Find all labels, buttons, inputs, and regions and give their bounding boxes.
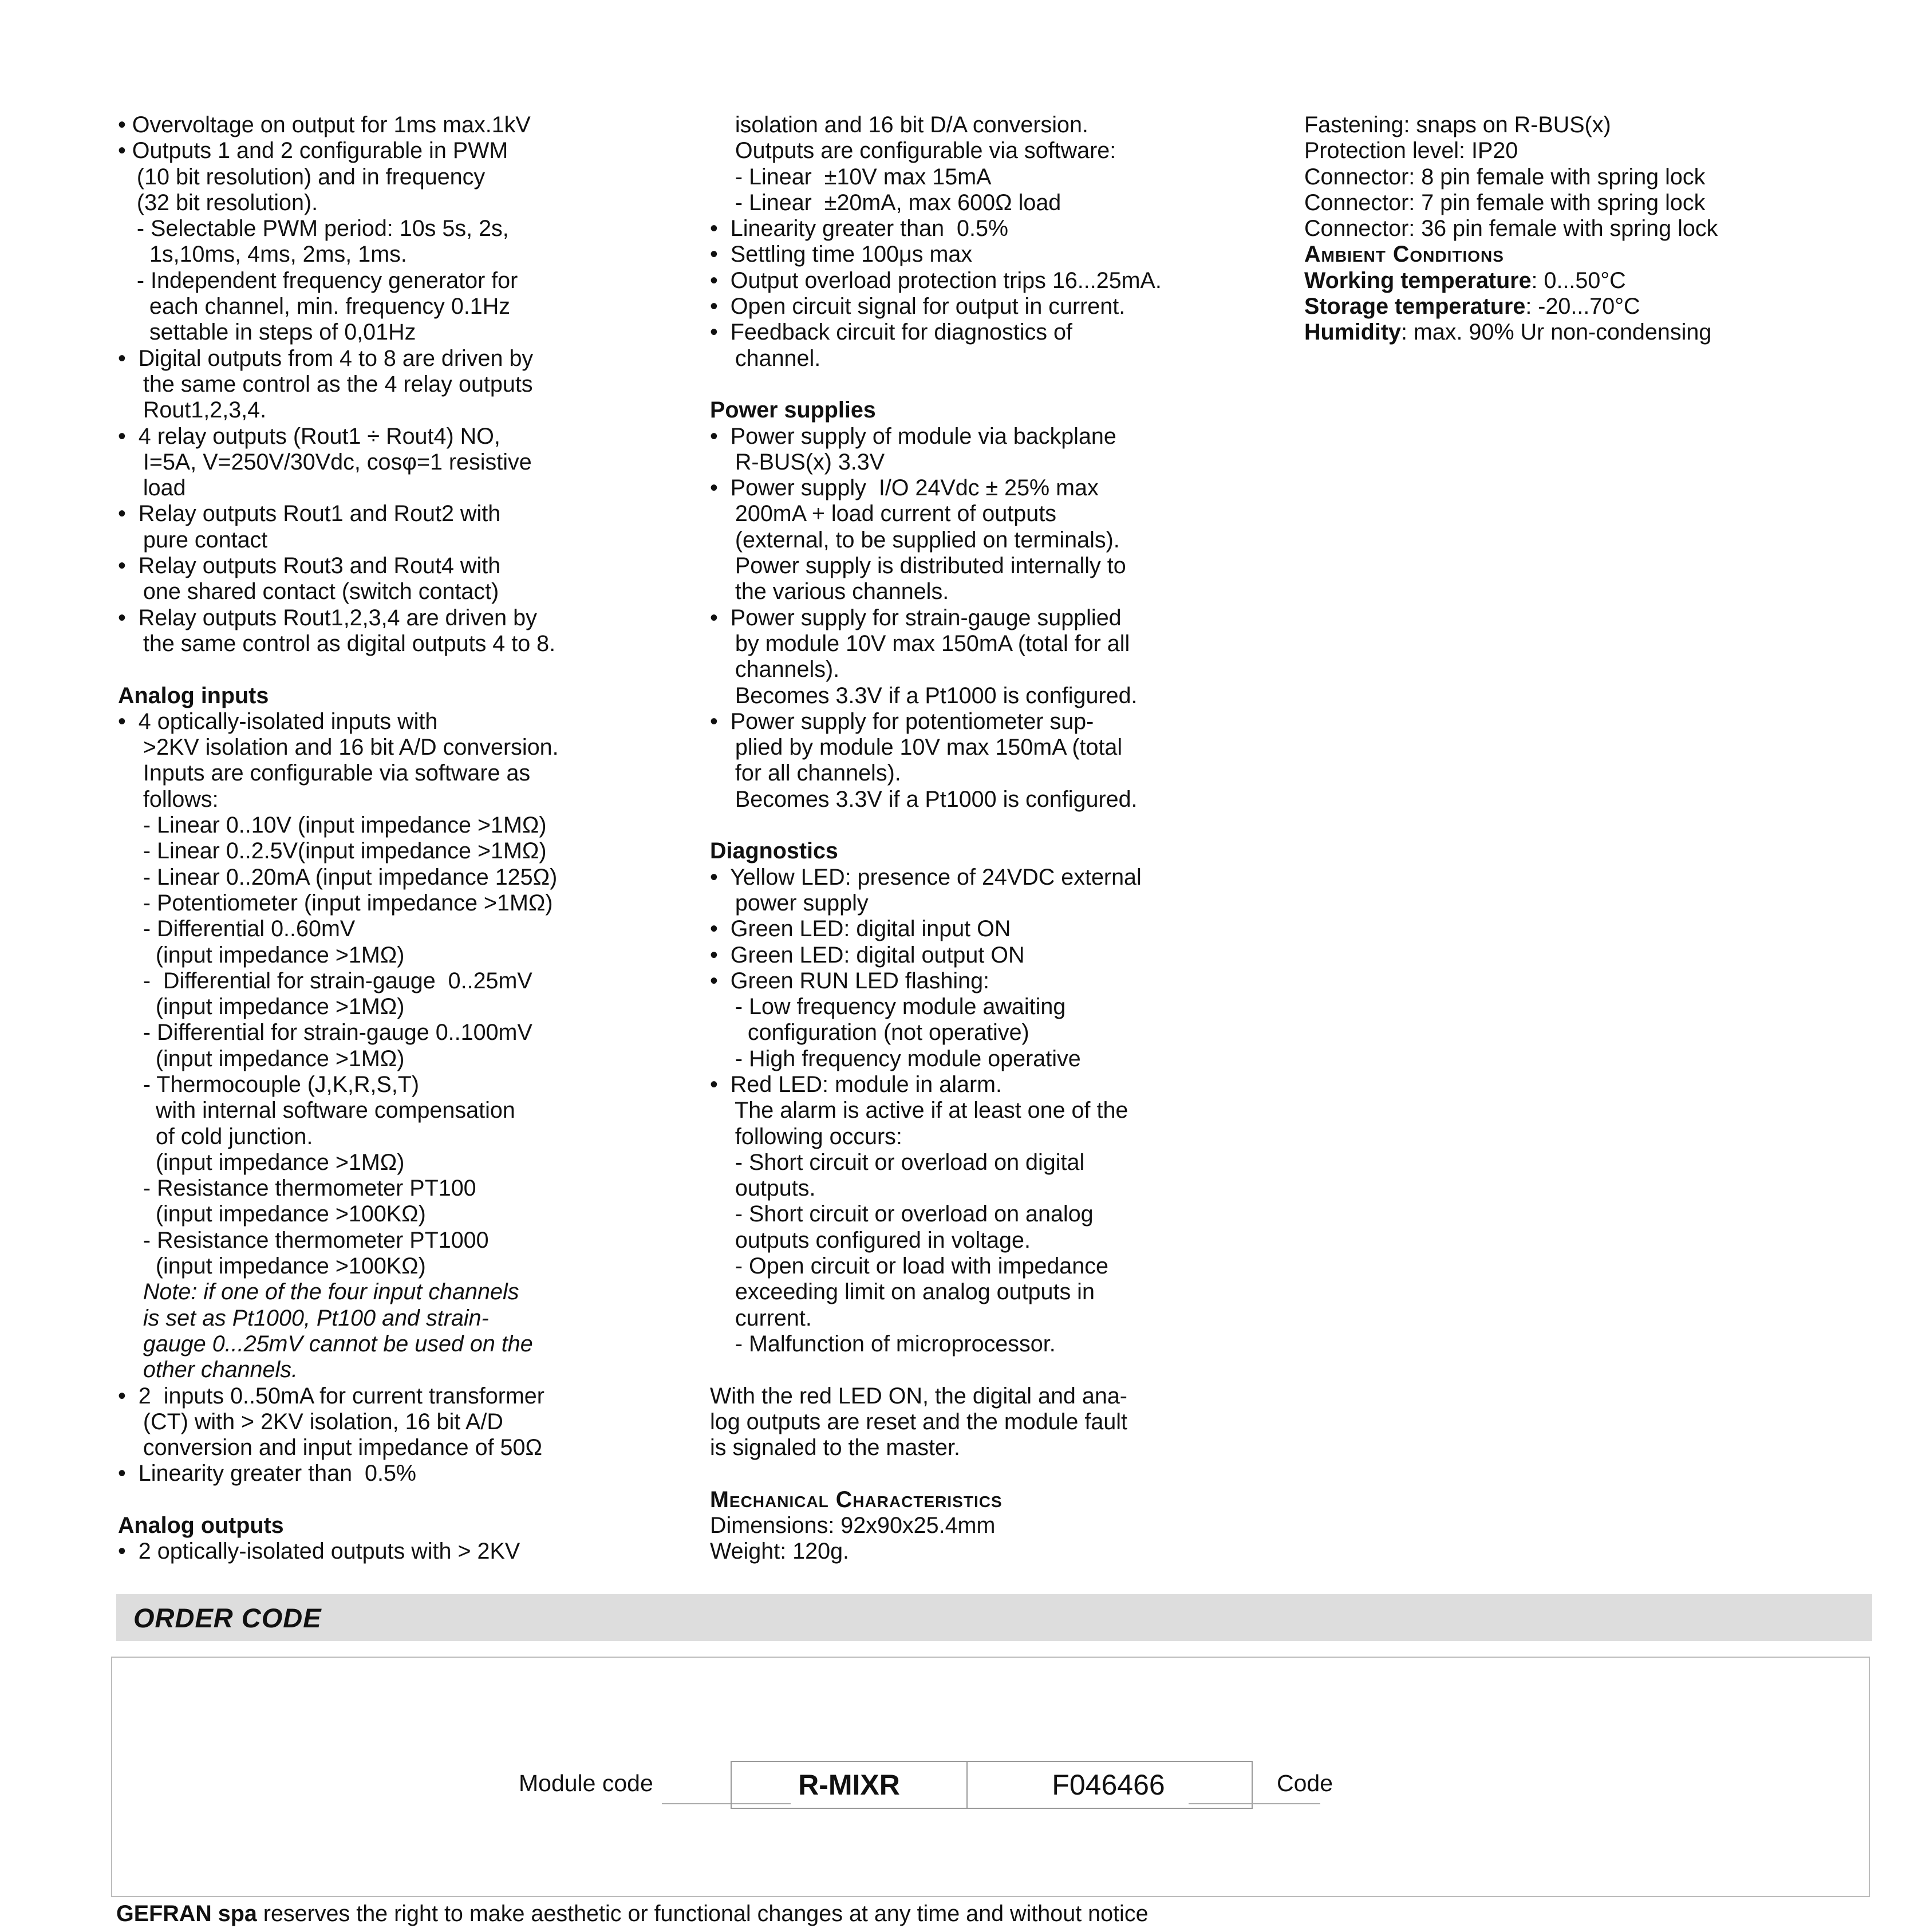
spec-line: With the red LED ON, the digital and ana-	[710, 1383, 1127, 1409]
spec-line: Outputs are configurable via software:	[710, 138, 1116, 164]
spec-line: • Green LED: digital input ON	[710, 916, 1011, 942]
spec-line: R-BUS(x) 3.3V	[710, 449, 885, 475]
spec-line: - Resistance thermometer PT1000	[118, 1227, 489, 1253]
spec-line: • 4 optically-isolated inputs with	[118, 708, 438, 734]
module-code-label: Module code	[519, 1770, 653, 1796]
code-value: F046466	[965, 1761, 1253, 1809]
spec-line: outputs.	[710, 1176, 816, 1201]
spec-line: - Low frequency module awaiting	[710, 994, 1066, 1020]
spec-line: Connector: 36 pin female with spring lock	[1304, 216, 1718, 242]
spec-line: - Open circuit or load with impedance	[710, 1253, 1108, 1279]
spec-line	[118, 1487, 690, 1513]
spec-line: Becomes 3.3V if a Pt1000 is configured.	[710, 683, 1138, 708]
spec-line	[710, 372, 1288, 397]
code-line	[1189, 1803, 1320, 1804]
spec-line: of cold junction.	[118, 1123, 313, 1149]
section-heading: Analog outputs	[118, 1513, 284, 1539]
spec-line	[118, 657, 690, 683]
spec-line: - Linear 0..2.5V(input impedance >1MΩ)	[118, 838, 547, 864]
spec-line: - Selectable PWM period: 10s 5s, 2s,	[118, 216, 509, 242]
spec-line: - Independent frequency generator for	[118, 267, 518, 293]
spec-line	[1304, 320, 1888, 345]
spec-line: - Malfunction of microprocessor.	[710, 1331, 1056, 1357]
spec-line: Connector: 7 pin female with spring lock	[1304, 190, 1706, 215]
spec-line: Dimensions: 92x90x25.4mm	[710, 1513, 996, 1539]
spec-line: Becomes 3.3V if a Pt1000 is configured.	[710, 786, 1138, 812]
spec-line: Power supply is distributed internally to	[710, 553, 1126, 579]
spec-line: load	[118, 475, 186, 501]
spec-line: • Settling time 100μs max	[710, 242, 973, 267]
spec-line: - High frequency module operative	[710, 1046, 1081, 1071]
spec-line: Connector: 8 pin female with spring lock	[1304, 164, 1706, 190]
spec-line: • Power supply of module via backplane	[710, 423, 1116, 449]
note-line: gauge 0...25mV cannot be used on the	[118, 1331, 533, 1357]
spec-line: (input impedance >1MΩ)	[118, 994, 405, 1020]
spec-line: the same control as the 4 relay outputs	[118, 371, 533, 397]
note-line: is set as Pt1000, Pt100 and strain-	[118, 1305, 489, 1331]
spec-line: follows:	[118, 786, 219, 812]
spec-line: Weight: 120g.	[710, 1539, 850, 1564]
spec-line: I=5A, V=250V/30Vdc, cosφ=1 resistive	[118, 449, 532, 475]
spec-line: Protection level: IP20	[1304, 138, 1518, 164]
spec-line: • Green LED: digital output ON	[710, 942, 1025, 968]
spec-line: • Red LED: module in alarm.	[710, 1071, 1002, 1097]
spec-line: Inputs are configurable via software as	[118, 760, 531, 786]
spec-line: current.	[710, 1305, 812, 1331]
spec-line: - Linear ±10V max 15mA	[710, 164, 992, 190]
spec-line: - Differential for strain-gauge 0..25mV	[118, 968, 532, 993]
footer-disclaimer	[116, 1901, 1149, 1927]
spec-line: (CT) with > 2KV isolation, 16 bit A/D	[118, 1409, 503, 1434]
spec-line	[1304, 268, 1888, 294]
spec-line: channel.	[710, 345, 821, 371]
spec-line: isolation and 16 bit D/A conversion.	[710, 112, 1088, 137]
spec-line: 200mA + load current of outputs	[710, 501, 1056, 527]
footer-company: GEFRAN spa	[116, 1901, 257, 1926]
module-code-value: R-MIXR	[731, 1761, 968, 1809]
spec-column-2	[710, 112, 1288, 1565]
spec-term: Storage temperature	[1304, 294, 1526, 320]
spec-line: - Linear 0..10V (input impedance >1MΩ)	[118, 813, 547, 838]
spec-column-1	[118, 112, 690, 1565]
order-code-header	[116, 1594, 1872, 1641]
spec-column-3	[1304, 112, 1888, 346]
spec-term: Working temperature	[1304, 267, 1532, 293]
note-line: Note: if one of the four input channels	[118, 1279, 519, 1305]
spec-line: The alarm is active if at least one of the	[710, 1098, 1128, 1123]
spec-line: the same control as digital outputs 4 to 8.	[118, 630, 556, 656]
spec-line: - Differential for strain-gauge 0..100mV	[118, 1020, 532, 1046]
spec-line: • Digital outputs from 4 to 8 are driven by	[118, 345, 534, 371]
spec-line: - Resistance thermometer PT100	[118, 1176, 476, 1201]
spec-line: • Output overload protection trips 16...25mA.	[710, 267, 1162, 293]
spec-line: channels).	[710, 657, 840, 683]
spec-line	[710, 1461, 1288, 1487]
spec-line: • Yellow LED: presence of 24VDC external	[710, 864, 1142, 890]
spec-line: the various channels.	[710, 579, 949, 605]
spec-line: • Relay outputs Rout1,2,3,4 are driven by	[118, 605, 537, 630]
spec-line: • Overvoltage on output for 1ms max.1kV	[118, 112, 531, 137]
spec-line: with internal software compensation	[118, 1098, 515, 1123]
spec-line: is signaled to the master.	[710, 1435, 960, 1461]
spec-line: (10 bit resolution) and in frequency	[118, 164, 486, 190]
spec-line: • Green RUN LED flashing:	[710, 968, 990, 993]
spec-line: conversion and input impedance of 50Ω	[118, 1435, 542, 1461]
spec-line: exceeding limit on analog outputs in	[710, 1279, 1095, 1305]
section-heading: Mechanical Characteristics	[710, 1487, 1003, 1512]
spec-line: Rout1,2,3,4.	[118, 397, 267, 423]
order-code-title: ORDER CODE	[133, 1603, 322, 1633]
spec-line: one shared contact (switch contact)	[118, 579, 499, 605]
spec-line	[710, 813, 1288, 838]
spec-value: : 0...50°C	[1531, 267, 1626, 293]
spec-line: • Feedback circuit for diagnostics of	[710, 320, 1072, 345]
spec-line: • Power supply for strain-gauge supplied	[710, 605, 1122, 630]
section-heading: Analog inputs	[118, 683, 269, 708]
spec-line: each channel, min. frequency 0.1Hz	[118, 294, 511, 320]
spec-line: • 2 inputs 0..50mA for current transformer	[118, 1383, 544, 1409]
spec-line: (input impedance >1MΩ)	[118, 1046, 405, 1071]
spec-line: - Thermocouple (J,K,R,S,T)	[118, 1071, 420, 1097]
section-heading: Diagnostics	[710, 838, 838, 864]
spec-term: Humidity	[1304, 320, 1401, 345]
spec-line: log outputs are reset and the module fault	[710, 1409, 1128, 1434]
note-line: other channels.	[118, 1357, 298, 1383]
spec-line: outputs configured in voltage.	[710, 1227, 1031, 1253]
spec-line: • Power supply I/O 24Vdc ± 25% max	[710, 475, 1099, 501]
order-code-box	[111, 1657, 1870, 1897]
spec-line: pure contact	[118, 527, 268, 553]
spec-line: • Power supply for potentiometer sup-	[710, 708, 1094, 734]
spec-line: • Outputs 1 and 2 configurable in PWM	[118, 138, 508, 164]
spec-line: configuration (not operative)	[710, 1020, 1029, 1046]
spec-line: • Linearity greater than 0.5%	[118, 1461, 417, 1487]
spec-line: by module 10V max 150mA (total for all	[710, 630, 1130, 656]
spec-line: settable in steps of 0,01Hz	[118, 320, 416, 345]
footer-text: reserves the right to make aesthetic or functional changes at any time and without notice	[256, 1901, 1149, 1926]
spec-line: (input impedance >1MΩ)	[118, 942, 405, 968]
spec-line: • Relay outputs Rout3 and Rout4 with	[118, 553, 501, 579]
spec-line: (32 bit resolution).	[118, 190, 318, 215]
section-heading: Ambient Conditions	[1304, 242, 1504, 267]
spec-line: plied by module 10V max 150mA (total	[710, 735, 1123, 760]
spec-line: (external, to be supplied on terminals).	[710, 527, 1120, 553]
spec-line: • Linearity greater than 0.5%	[710, 216, 1009, 242]
spec-value: : -20...70°C	[1525, 294, 1640, 320]
spec-line: (input impedance >1MΩ)	[118, 1149, 405, 1175]
code-label: Code	[1277, 1770, 1333, 1796]
spec-line: - Short circuit or overload on digital	[710, 1149, 1085, 1175]
spec-line: - Linear 0..20mA (input impedance 125Ω)	[118, 864, 558, 890]
spec-line: >2KV isolation and 16 bit A/D conversion.	[118, 735, 559, 760]
spec-line: - Short circuit or overload on analog	[710, 1201, 1094, 1227]
spec-line: Fastening: snaps on R-BUS(x)	[1304, 112, 1611, 137]
spec-line: for all channels).	[710, 760, 901, 786]
spec-line: power supply	[710, 890, 869, 916]
spec-line: • Open circuit signal for output in current.	[710, 294, 1126, 320]
spec-line: 1s,10ms, 4ms, 2ms, 1ms.	[118, 242, 407, 267]
section-heading: Power supplies	[710, 397, 876, 423]
spec-value: : max. 90% Ur non-condensing	[1400, 320, 1712, 345]
spec-line: - Potentiometer (input impedance >1MΩ)	[118, 890, 553, 916]
spec-line: - Differential 0..60mV	[118, 916, 356, 942]
spec-line: (input impedance >100KΩ)	[118, 1201, 426, 1227]
spec-line: • Relay outputs Rout1 and Rout2 with	[118, 501, 501, 527]
spec-line	[710, 1357, 1288, 1383]
spec-line: • 2 optically-isolated outputs with > 2KV	[118, 1539, 520, 1564]
spec-line: following occurs:	[710, 1123, 902, 1149]
spec-line: (input impedance >100KΩ)	[118, 1253, 426, 1279]
spec-line	[1304, 294, 1888, 320]
spec-line: - Linear ±20mA, max 600Ω load	[710, 190, 1061, 215]
spec-line: • 4 relay outputs (Rout1 ÷ Rout4) NO,	[118, 423, 500, 449]
